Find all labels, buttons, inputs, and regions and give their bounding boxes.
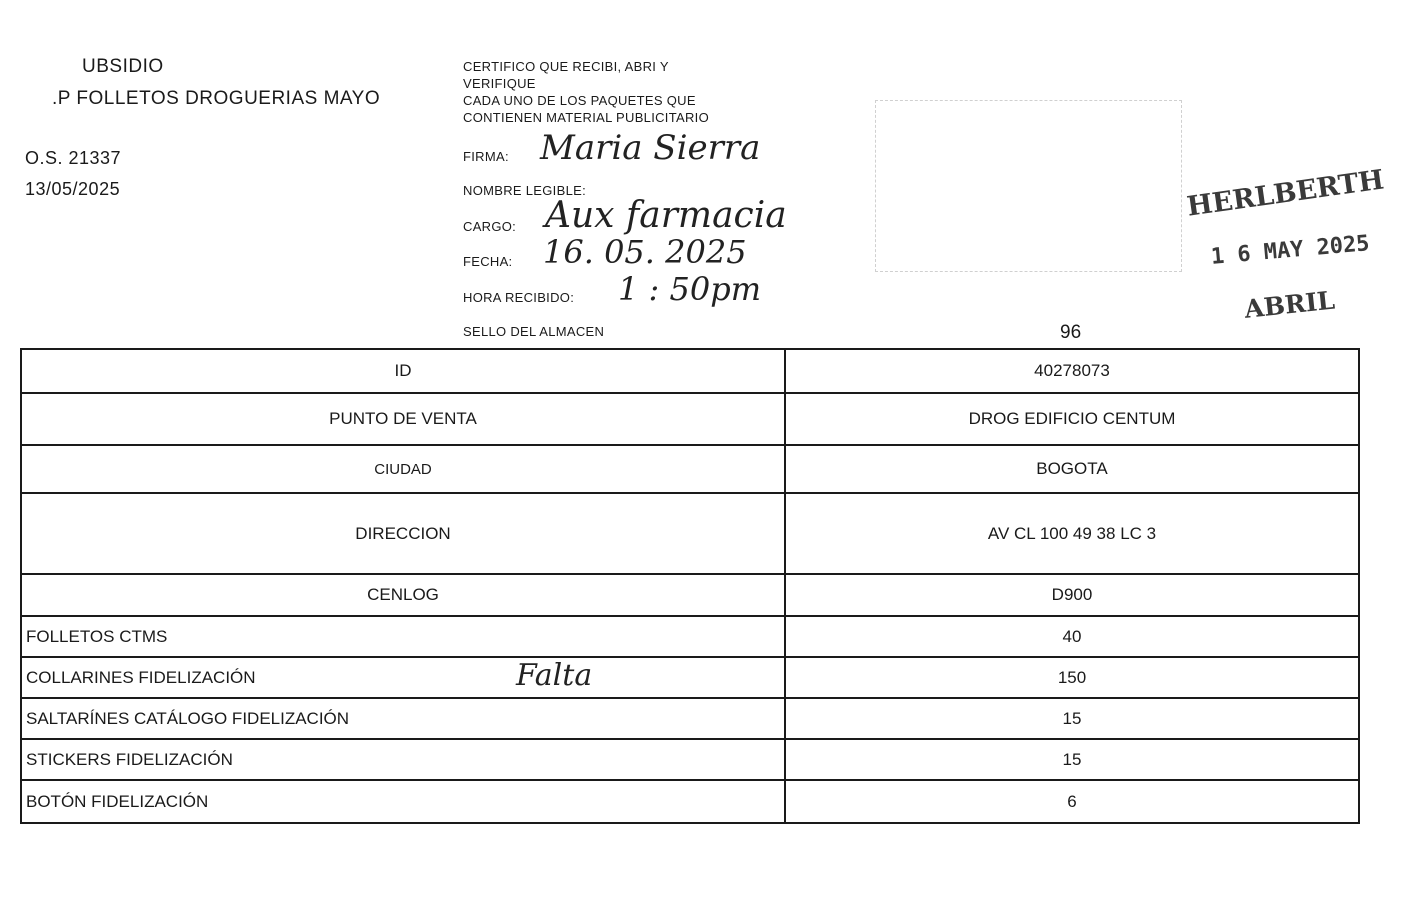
header-date: 13/05/2025 — [25, 179, 121, 199]
sello-label: SELLO DEL ALMACEN — [463, 324, 605, 339]
data-table — [20, 348, 1360, 824]
page-number: 96 — [1060, 322, 1082, 343]
table-row — [21, 616, 1359, 657]
row-value: 15 — [785, 739, 1359, 780]
row-label: CENLOG — [21, 574, 785, 616]
row-value: 150 — [785, 657, 1359, 698]
firma-signature: Maria Sierra — [540, 128, 761, 168]
row-value: 40 — [785, 616, 1359, 657]
row-value: AV CL 100 49 38 LC 3 — [785, 493, 1359, 574]
faint-stamp-box — [875, 100, 1182, 272]
certificate-line-4: CONTIENEN MATERIAL PUBLICITARIO — [463, 110, 709, 125]
row-label: ID — [21, 349, 785, 393]
row-label: BOTÓN FIDELIZACIÓN — [21, 780, 785, 823]
row-value: 15 — [785, 698, 1359, 739]
row-value: 6 — [785, 780, 1359, 823]
table-row — [21, 493, 1359, 574]
nombre-legible-label: NOMBRE LEGIBLE: — [463, 183, 586, 198]
handwritten-note: Falta — [516, 658, 593, 693]
hora-handwritten: 1 : 50pm — [618, 270, 762, 308]
stamp-word: ABRIL — [1243, 285, 1337, 324]
table-row — [21, 349, 1359, 393]
table-row — [21, 393, 1359, 445]
row-label: STICKERS FIDELIZACIÓN — [21, 739, 785, 780]
stamp-name: HERLBERTH — [1185, 164, 1386, 223]
firma-label: FIRMA: — [463, 149, 509, 164]
row-label — [21, 657, 785, 698]
table-row — [21, 657, 1359, 698]
table-row — [21, 574, 1359, 616]
row-value: D900 — [785, 574, 1359, 616]
fecha-handwritten: 16. 05. 2025 — [543, 233, 747, 271]
certificate-text — [463, 58, 709, 126]
row-label-text: COLLARINES FIDELIZACIÓN — [26, 667, 256, 687]
row-value: DROG EDIFICIO CENTUM — [785, 393, 1359, 445]
header-line-1: UBSIDIO — [82, 56, 164, 77]
certificate-line-3: CADA UNO DE LOS PAQUETES QUE — [463, 93, 696, 108]
certificate-line-1: CERTIFICO QUE RECIBI, ABRI Y — [463, 59, 669, 74]
row-label: DIRECCION — [21, 493, 785, 574]
row-label: PUNTO DE VENTA — [21, 393, 785, 445]
table-row — [21, 445, 1359, 493]
cargo-handwritten: Aux farmacia — [545, 195, 787, 236]
table-row — [21, 739, 1359, 780]
row-value: 40278073 — [785, 349, 1359, 393]
row-value: BOGOTA — [785, 445, 1359, 493]
row-label: CIUDAD — [21, 445, 785, 493]
row-label: FOLLETOS CTMS — [21, 616, 785, 657]
os-number: O.S. 21337 — [25, 148, 122, 168]
table-row — [21, 698, 1359, 739]
header-line-2: .P FOLLETOS DROGUERIAS MAYO — [52, 88, 381, 109]
cargo-label: CARGO: — [463, 219, 517, 234]
certificate-line-2: VERIFIQUE — [463, 76, 536, 91]
hora-label: HORA RECIBIDO: — [463, 290, 575, 305]
row-label: SALTARÍNES CATÁLOGO FIDELIZACIÓN — [21, 698, 785, 739]
table-row — [21, 780, 1359, 823]
stamp-date: 1 6 MAY 2025 — [1210, 231, 1371, 270]
fecha-label: FECHA: — [463, 254, 513, 269]
